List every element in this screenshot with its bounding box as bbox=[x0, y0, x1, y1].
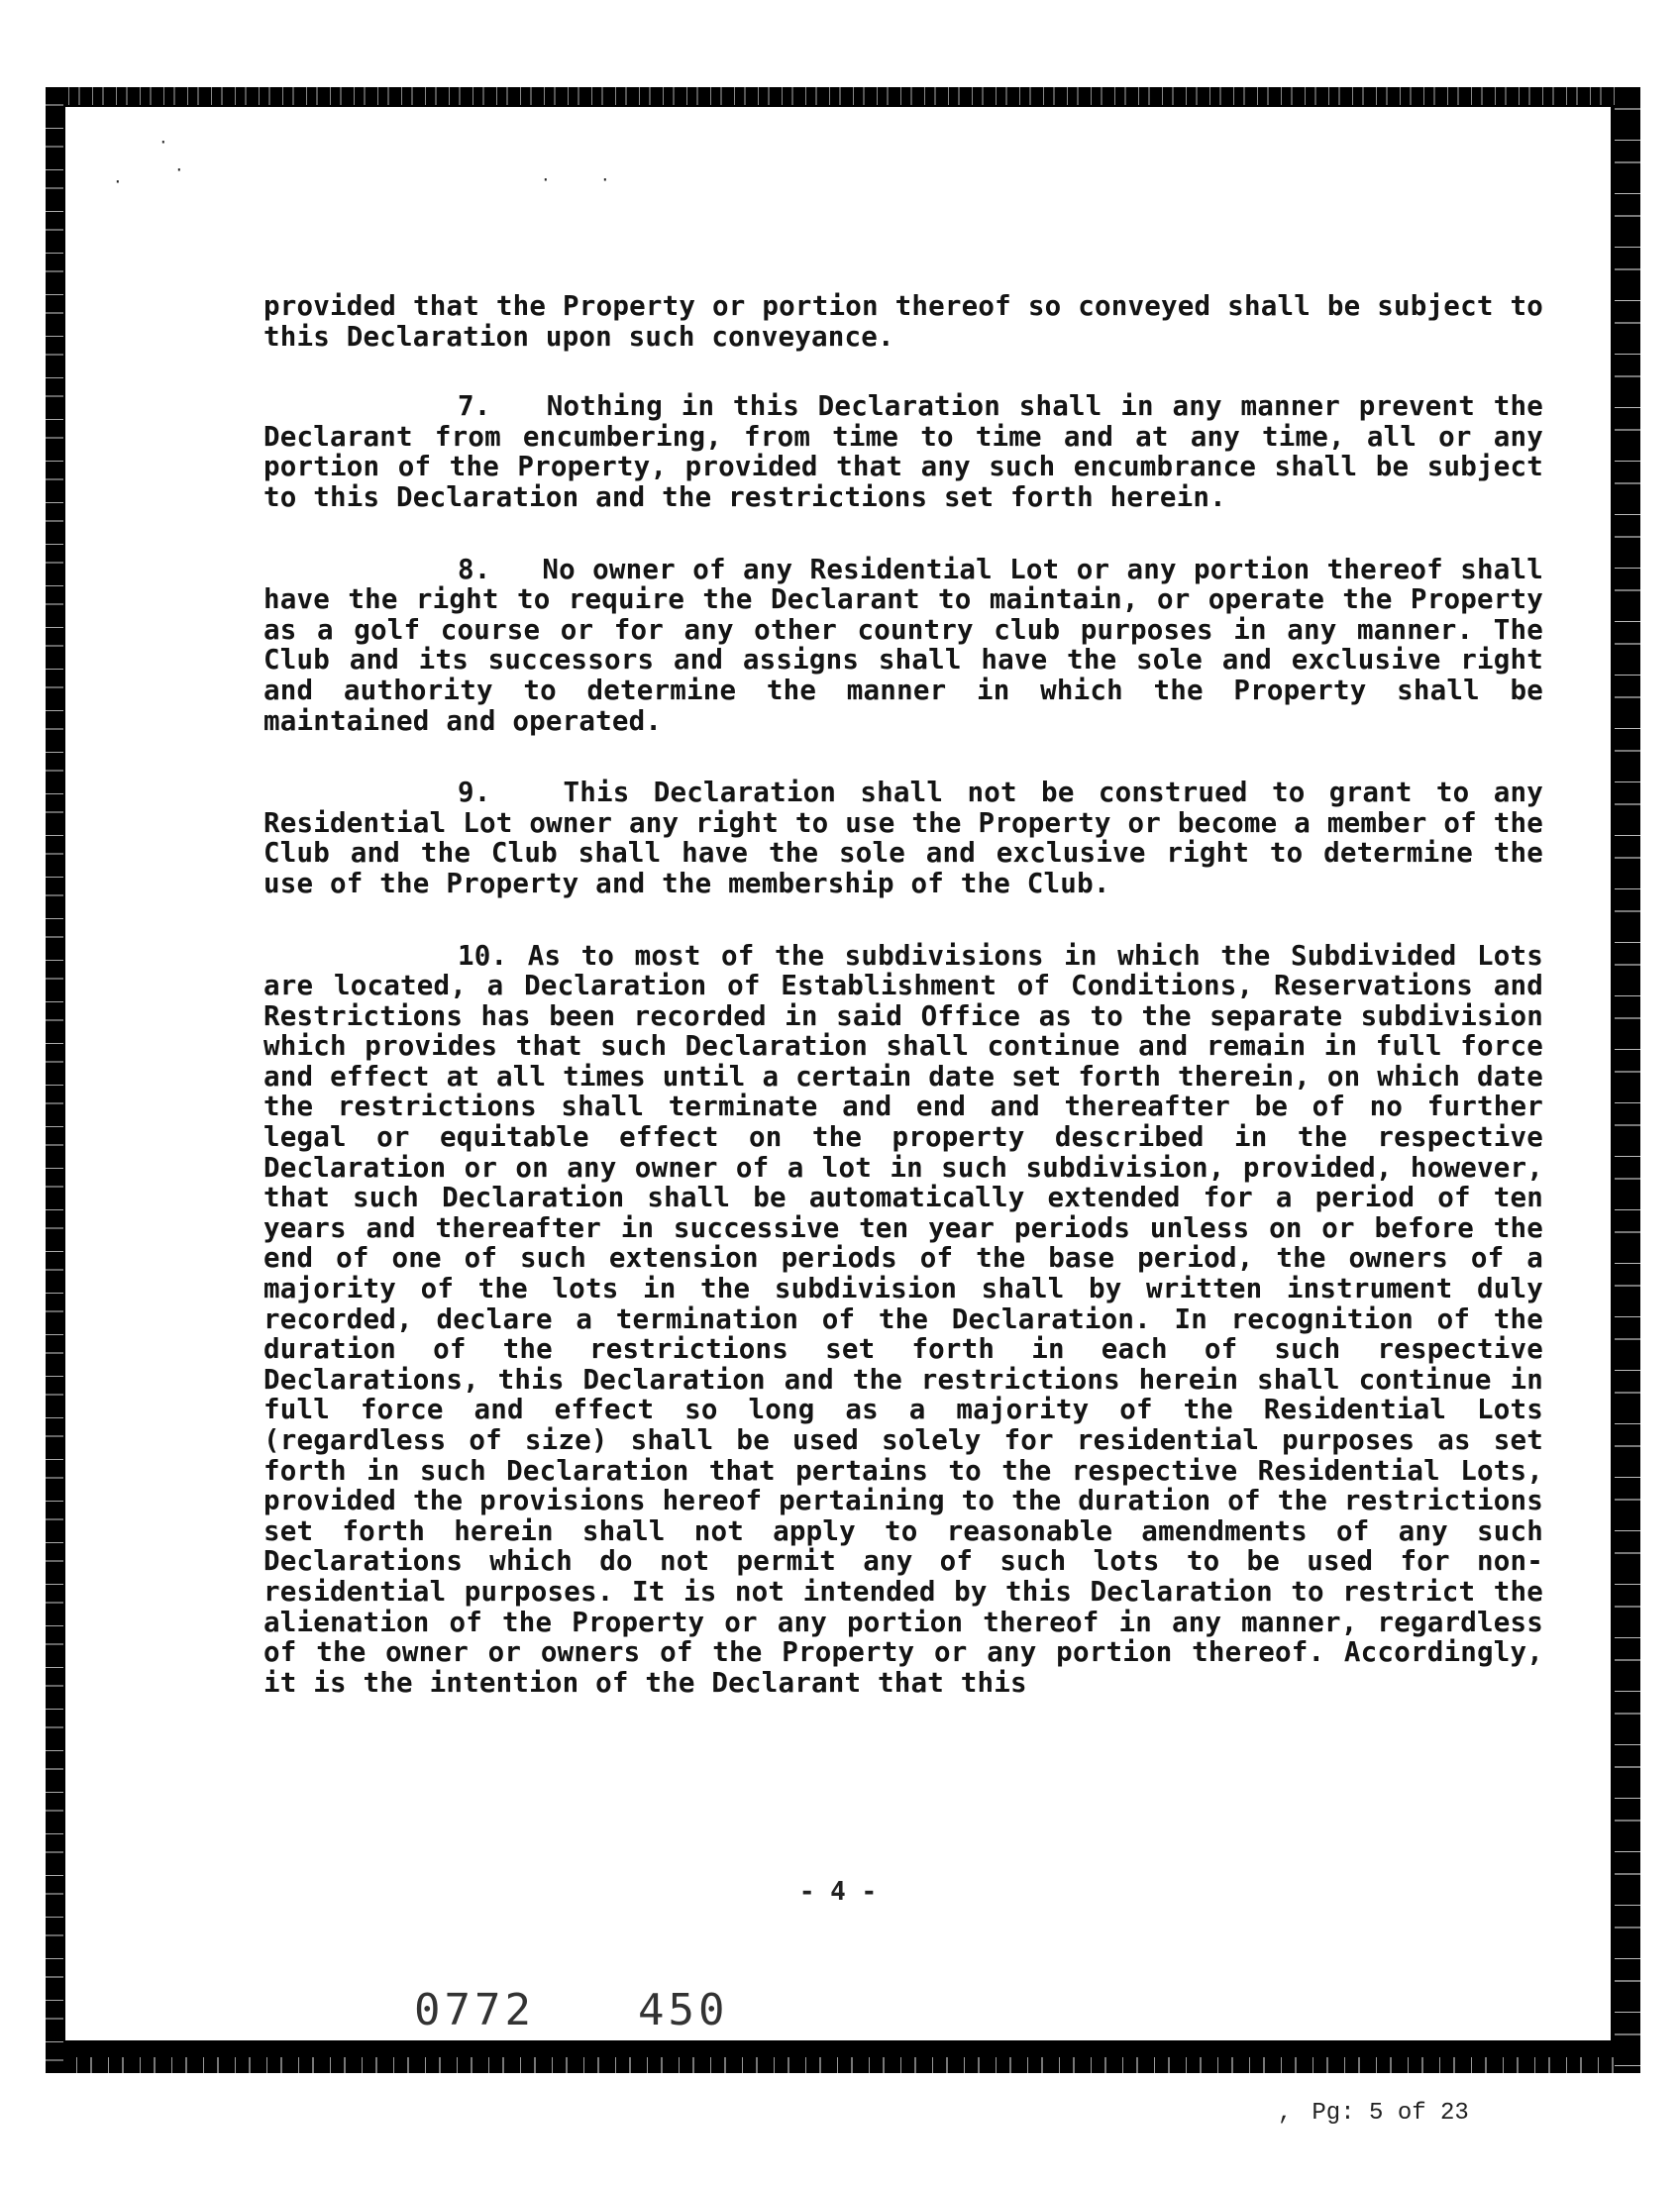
paragraph-number: 10. bbox=[458, 939, 508, 972]
scan-speck: · bbox=[600, 170, 610, 189]
scan-speck: · bbox=[174, 160, 184, 179]
paragraph-text: This Declaration shall not be construed to grant to any Residential Lot owner any right to use the Property or become a member of the Club and the Club shall have the sole and exclusive right to determine the use of the Property and the membership of the Club. bbox=[263, 777, 1543, 899]
scanned-page-frame bbox=[46, 87, 1640, 2073]
paragraph-text: As to most of the subdivisions in which the Subdivided Lots are located, a Declaration of Establishment of Conditions, Reservations and Restrictions has been recorded in said Office as to the separate subdivision which provides that such Declaration shall continue and remain in full force and effect at all times until a certain date set forth therein, on which date the restrictions shall terminate and end and thereafter be of no further legal or equitable effect on the property described in the respective Declaration or on any owner of a lot in such subdivision, provided, however, that such Declaration shall be automatically extended for a period of ten years and thereafter in successive ten year periods unless on or before the end of one of such extension periods of the base period, the owners of a majority of the lots in the subdivision shall by written instrument duly recorded, declare a termination of the Declaration. In recognition of the duration of the restrictions set forth in each of such respective Declarations, this Declaration and the restrictions herein shall continue in full force and effect so long as a majority of the Residential Lots (regardless of size) shall be used solely for residential purposes as set forth in such Declaration that pertains to the respective Residential Lots, provided the provisions hereof pertaining to the duration of the restrictions set forth herein shall not apply to reasonable amendments of any such Declarations which do not permit any of such lots to be used for non-residential purposes. It is not intended by this Declaration to restrict the alienation of the Property or any portion thereof in any manner, regardless of the owner or owners of the Property or any portion thereof. Accordingly, it is the intention of the Declarant that this bbox=[263, 939, 1543, 1699]
scan-speck: · bbox=[113, 172, 123, 191]
paragraph-7 bbox=[263, 391, 1543, 512]
paragraph-9 bbox=[263, 778, 1543, 898]
page-counter-footer bbox=[1278, 2100, 1469, 2127]
paragraph-text: No owner of any Residential Lot or any portion thereof shall have the right to require the Declarant to maintain, or operate the Property as a golf course or for any other country club purposes in any manner. The Club and its successors and assigns shall have the sole and exclusive right and authority to determine the manner in which the Property shall be maintained and operated. bbox=[263, 553, 1543, 737]
recording-page-number: 450 bbox=[637, 1985, 729, 2035]
paragraph-10 bbox=[263, 941, 1543, 1699]
scan-speck: · bbox=[158, 133, 168, 152]
paragraph-text: Nothing in this Declaration shall in any manner prevent the Declarant from encumbering, from time to time and at any time, all or any portion of the Property, provided that any such encumbrance shall be subject to this Declaration and the restrictions set forth herein. bbox=[263, 390, 1543, 513]
footer-comma: , bbox=[1278, 2100, 1293, 2127]
scan-border-right bbox=[1615, 87, 1640, 2073]
paragraph-number: 9. bbox=[458, 777, 491, 809]
recording-stamp bbox=[414, 1985, 728, 2035]
paragraph-text: provided that the Property or portion thereof so conveyed shall be subject to this Declaration upon such conveyance. bbox=[263, 290, 1543, 353]
paragraph-number: 8. bbox=[458, 553, 491, 585]
document-page bbox=[65, 107, 1611, 2040]
scan-speck: · bbox=[541, 170, 551, 189]
document-body bbox=[263, 291, 1543, 1739]
paragraph-continuation bbox=[263, 291, 1543, 352]
page-number: - 4 - bbox=[798, 1877, 878, 1907]
recording-book-number: 0772 bbox=[414, 1985, 535, 2035]
paragraph-8 bbox=[263, 555, 1543, 737]
page-counter: Pg: 5 of 23 bbox=[1312, 2100, 1469, 2127]
paragraph-number: 7. bbox=[458, 390, 491, 423]
scan-border-left bbox=[46, 87, 63, 2073]
